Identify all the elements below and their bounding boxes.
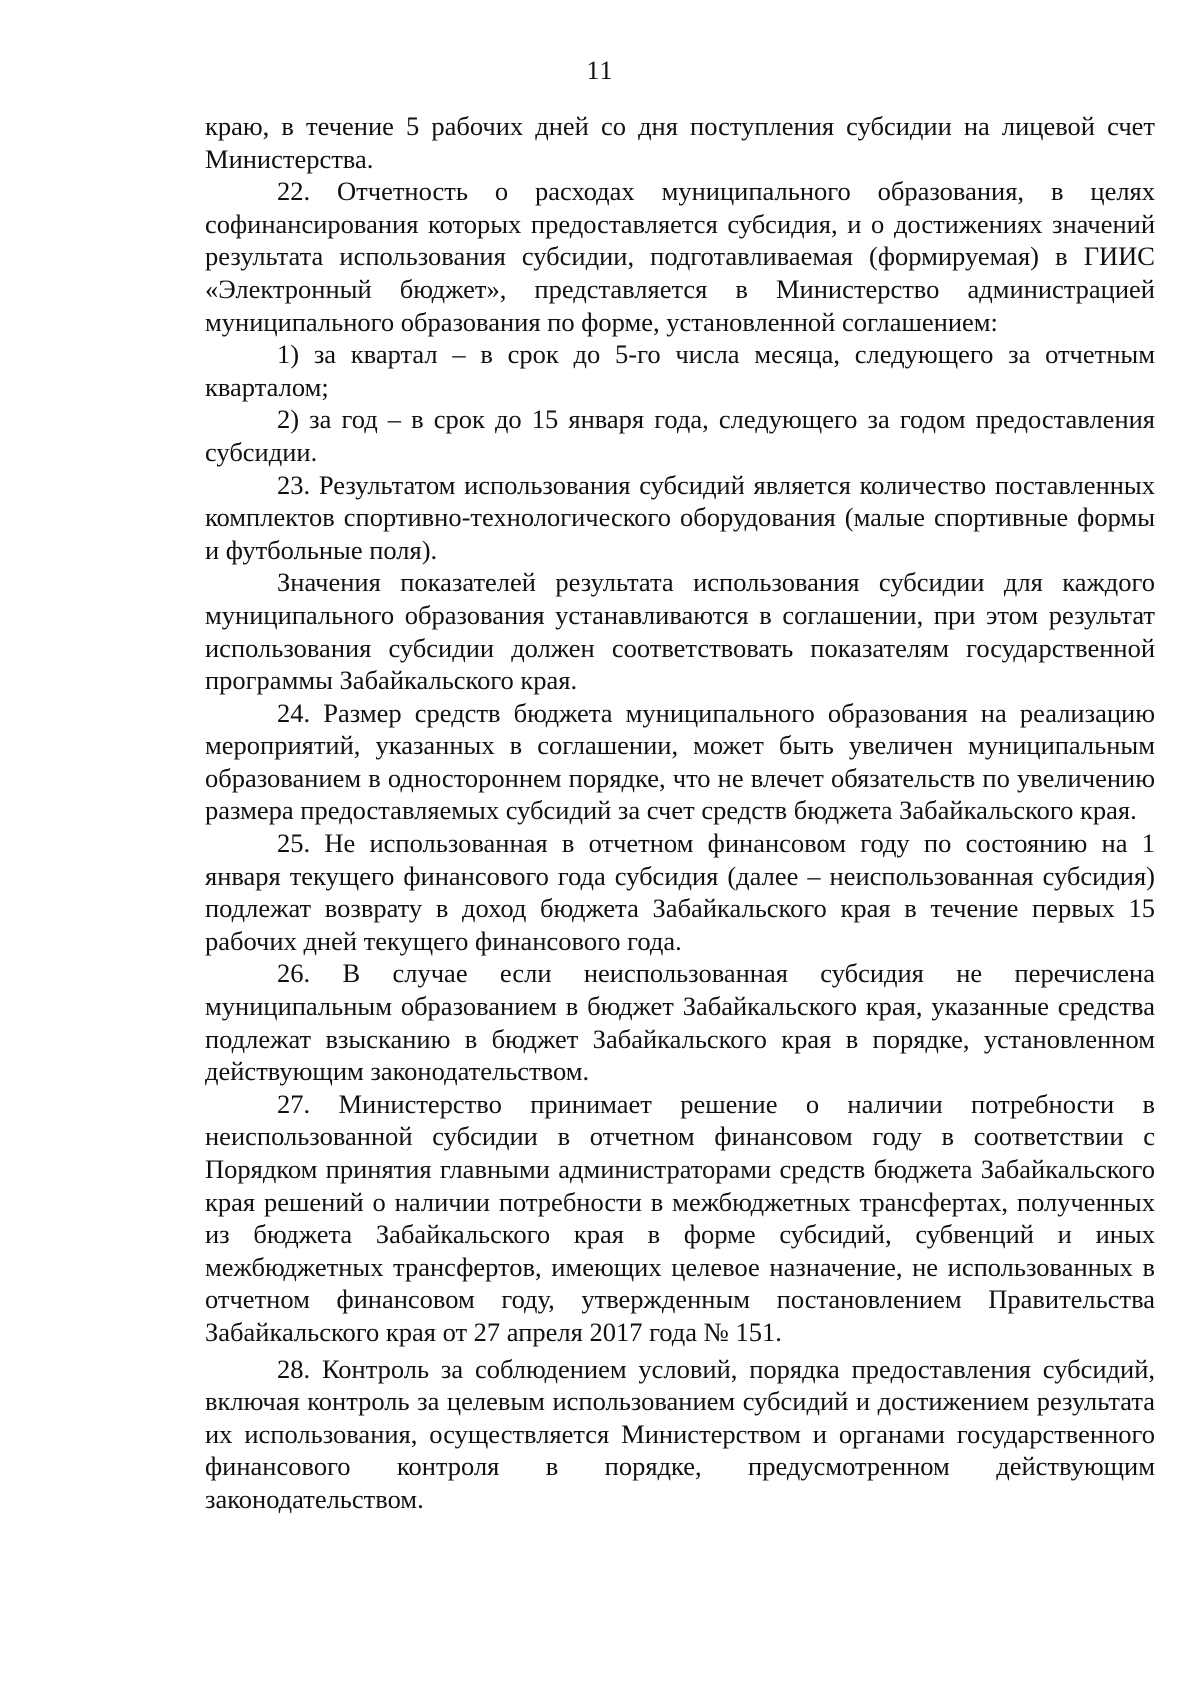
document-body bbox=[205, 110, 1155, 1516]
paragraph-24: 24. Размер средств бюджета муниципального образования на реализацию мероприятий, указанных в соглашении, может быть увеличен муниципальным образованием в одностороннем порядке, что не влечет обязательств по увеличению размера предоставляемых субсидий за счет средств бюджета Забайкальского края. bbox=[205, 697, 1155, 826]
paragraph-23-values: Значения показателей результата использования субсидии для каждого муниципального образования устанавливаются в соглашении, при этом результат использования субсидии должен соответствовать показателям государственной программы Забайкальского края. bbox=[205, 567, 1155, 696]
paragraph-25: 25. Не использованная в отчетном финансовом году по состоянию на 1 января текущего финансового года субсидия (далее – неиспользованная субсидия) подлежат возврату в доход бюджета Забайкальского края в течение первых 15 рабочих дней текущего финансового года. bbox=[205, 828, 1155, 956]
paragraph-continuation: краю, в течение 5 рабочих дней со дня поступления субсидии на лицевой счет Министерства. bbox=[205, 111, 1155, 174]
page-number: 11 bbox=[586, 56, 614, 85]
paragraph-26: 26. В случае если неиспользованная субсидия не перечислена муниципальным образованием в бюджет Забайкальского края, указанные средства подлежат взысканию в бюджет Забайкальского края в порядке, установленном действующим законодательством. bbox=[205, 958, 1155, 1087]
paragraph-22-item-1: 1) за квартал – в срок до 5-го числа месяца, следующего за отчетным кварталом; bbox=[205, 339, 1155, 402]
paragraph-22-item-2: 2) за год – в срок до 15 января года, следующего за годом предоставления субсидии. bbox=[205, 404, 1155, 467]
paragraph-28: 28. Контроль за соблюдением условий, порядка предоставления субсидий, включая контроль за целевым использованием субсидий и достижением результата их использования, осуществляется Министерством и органами государственного финансового контроля в порядке, предусмотренном действующим законодательством. bbox=[205, 1353, 1155, 1514]
paragraph-23: 23. Результатом использования субсидий является количество поставленных комплектов спортивно-технологического оборудования (малые спортивные формы и футбольные поля). bbox=[205, 469, 1155, 565]
paragraph-27: 27. Министерство принимает решение о наличии потребности в неиспользованной субсидии в отчетном финансовом году в соответствии с Порядком принятия главными администраторами средств бюджета Забайкальского края решений о наличии потребности в межбюджетных трансфертах, полученных из бюджета Забайкальского края в форме субсидий, субвенций и иных межбюджетных трансфертов, имеющих целевое назначение, не использованных в отчетном финансовом году, утвержденным постановлением Правительства Забайкальского края от 27 апреля 2017 года № 151. bbox=[205, 1088, 1155, 1347]
paragraph-22: 22. Отчетность о расходах муниципального образования, в целях софинансирования которых предоставляется субсидия, и о достижениях значений результата использования субсидии, подготавливаемая (формируемая) в ГИИС «Электронный бюджет», представляется в Министерство администрацией муниципального образования по форме, установленной соглашением: bbox=[205, 176, 1155, 337]
